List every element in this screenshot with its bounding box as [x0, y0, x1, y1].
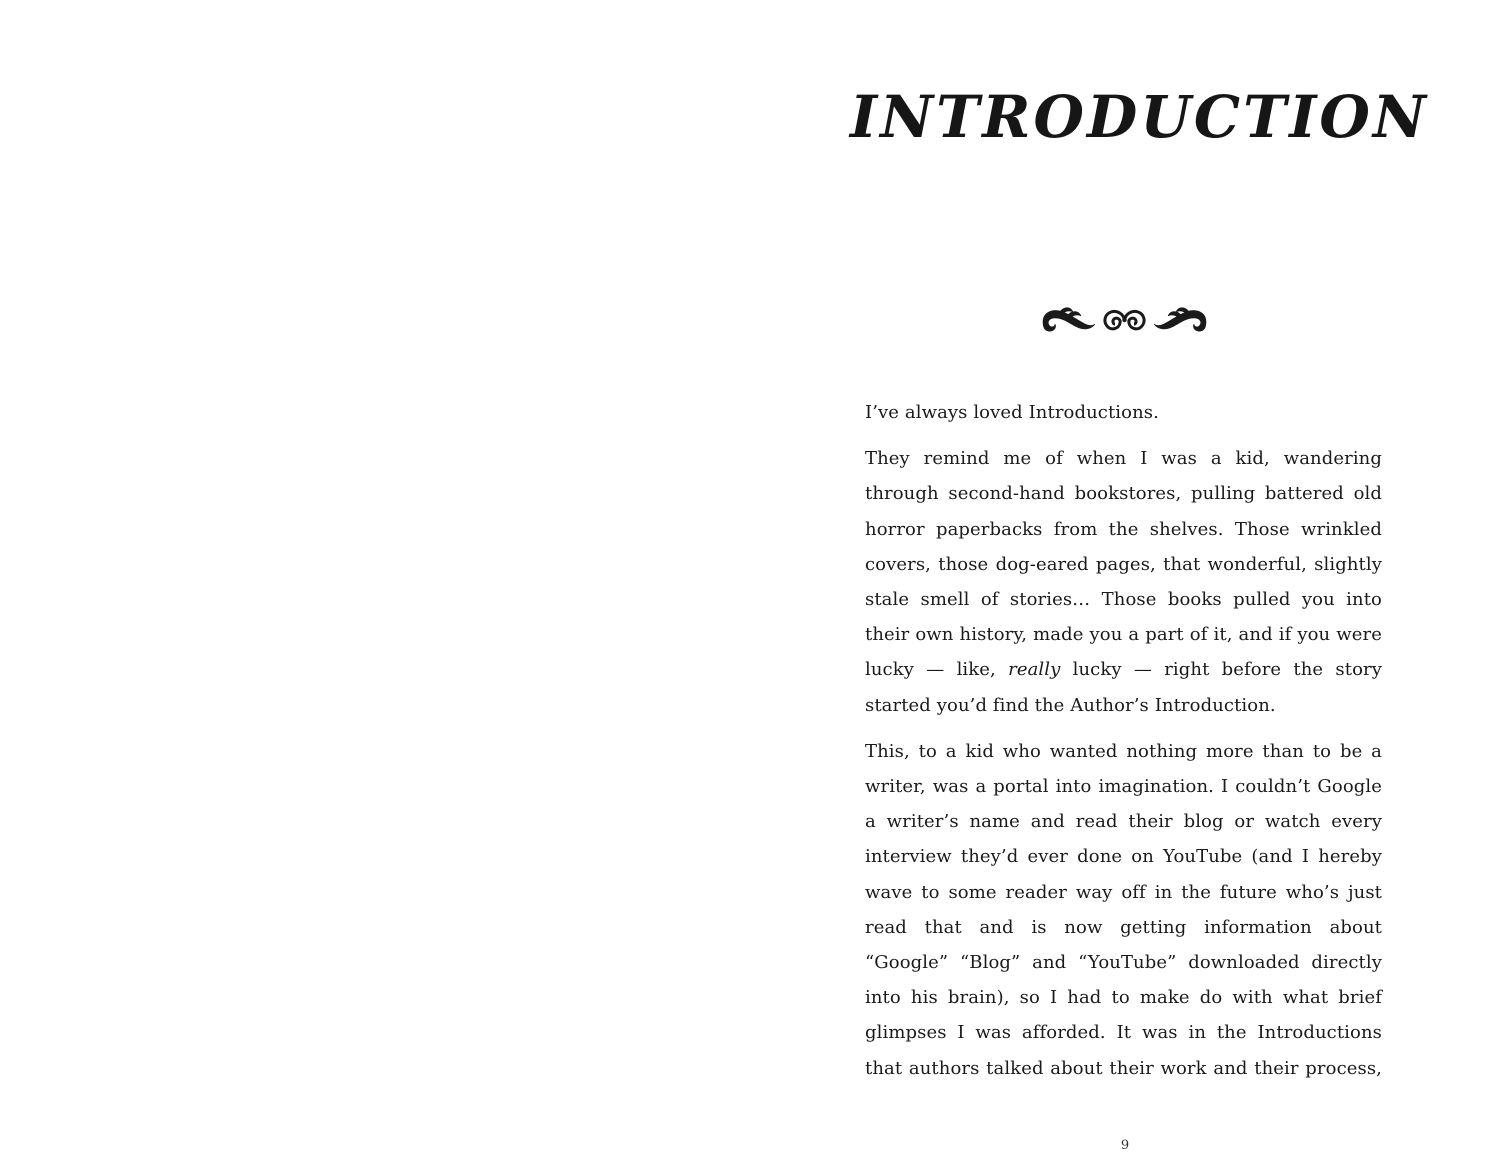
page-number: 9 — [1120, 1138, 1130, 1153]
paragraph-2-emphasis: really — [1008, 659, 1061, 681]
paragraph-2-part-2: lucky — right before the story started you’d find the Author’s Introduction. — [865, 659, 1382, 716]
flourish-ornament-icon — [1037, 300, 1212, 340]
body-text — [865, 395, 1382, 1097]
paragraph-3: This, to a kid who wanted nothing more than to be a writer, was a portal into imagination. I couldn’t Google a writer’s name and read their blog or watch every interview they’d ever done on YouTube (and I hereby wave to some reader way off in the future who’s just read that and is now getting information about “Google” “Blog” and “YouTube” downloaded directly into his brain), so I had to make do with what brief glimpses I was afforded. It was in the Introductions that authors talked about their work and their process, — [865, 740, 1382, 1079]
paragraph-1: I’ve always loved Introductions. — [865, 402, 1159, 423]
chapter-title: INTRODUCTION — [850, 83, 1429, 151]
right-page — [750, 0, 1500, 1167]
paragraph-2 — [865, 441, 1382, 723]
paragraph-2-part-1: They remind me of when I was a kid, wandering through second-hand bookstores, pulling battered old horror paperbacks from the shelves. Those wrinkled covers, those dog-eared pages, that wonderful, slightly stale smell of stories… Those books pulled you into their own history, made you a part of it, and if you were lucky — like, — [865, 448, 1382, 681]
